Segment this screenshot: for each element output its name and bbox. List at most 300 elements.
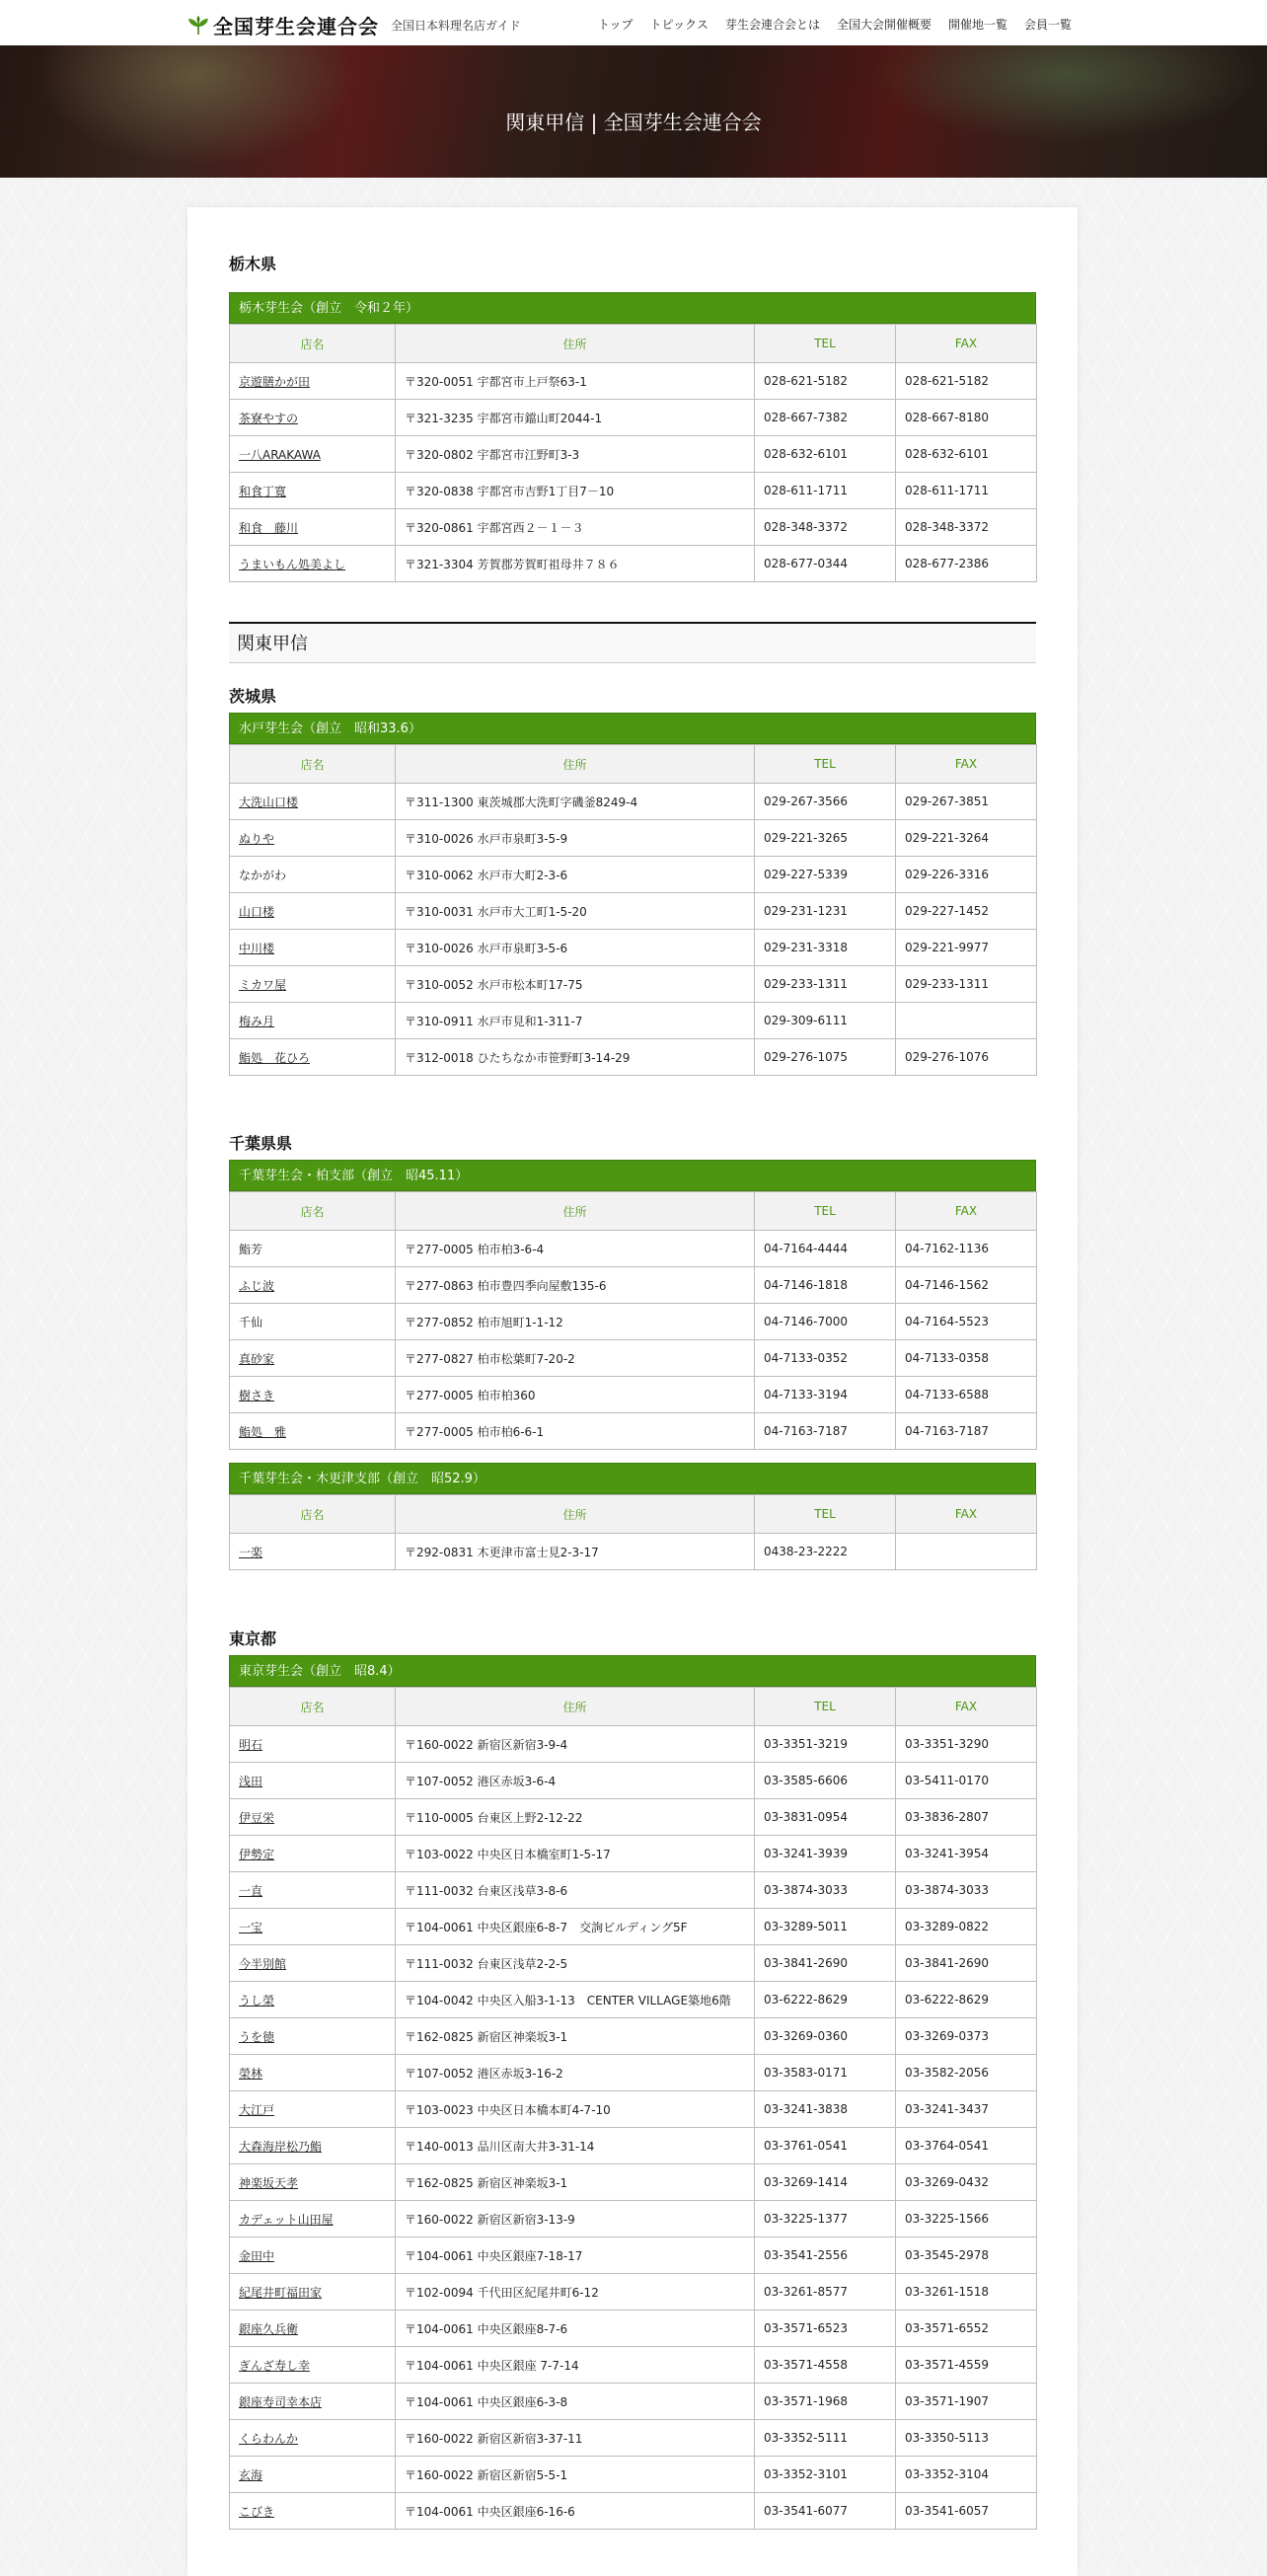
shop-name-cell (230, 2420, 396, 2457)
column-header: 店名 (230, 325, 396, 363)
fax-cell: 028-611-1711 (896, 473, 1037, 509)
leaf-logo-icon (187, 15, 209, 37)
table-row (230, 2493, 1037, 2530)
address-cell: 〒310-0062 水戸市大町2-3-6 (396, 857, 755, 893)
shop-name-link[interactable]: 一直 (239, 1883, 263, 1898)
nav-link-2[interactable]: トピックス (649, 18, 708, 32)
table-row (230, 473, 1037, 509)
member-table (229, 1191, 1037, 1450)
fax-cell: 03-3545-2978 (896, 2237, 1037, 2274)
fax-cell: 03-3874-3033 (896, 1872, 1037, 1909)
fax-cell: 03-3241-3954 (896, 1836, 1037, 1872)
shop-name-cell (230, 1003, 396, 1039)
shop-name-link[interactable]: 明石 (239, 1737, 263, 1752)
fax-cell: 03-3571-4559 (896, 2347, 1037, 2384)
tel-cell: 03-3571-1968 (755, 2384, 896, 2420)
fax-cell: 028-667-8180 (896, 400, 1037, 436)
shop-name-link[interactable]: ミカワ屋 (239, 977, 287, 992)
tel-cell: 03-3831-0954 (755, 1799, 896, 1836)
shop-name-cell (230, 820, 396, 857)
address-cell: 〒277-0863 柏市豊四季向屋敷135-6 (396, 1267, 755, 1304)
tel-cell: 03-3241-3838 (755, 2091, 896, 2128)
column-header: 店名 (230, 1495, 396, 1534)
shop-name-cell (230, 436, 396, 473)
shop-name-link[interactable]: 金田中 (239, 2248, 275, 2263)
shop-name-cell (230, 2091, 396, 2128)
tel-cell: 029-227-5339 (755, 857, 896, 893)
prefecture-heading: 栃木県 (229, 255, 277, 273)
table-row (230, 436, 1037, 473)
tel-cell: 028-611-1711 (755, 473, 896, 509)
tel-cell: 029-267-3566 (755, 784, 896, 820)
tel-cell: 04-7146-7000 (755, 1304, 896, 1340)
shop-name-cell (230, 2237, 396, 2274)
chapter-block (229, 1160, 1036, 1450)
fax-cell: 03-3352-3104 (896, 2457, 1037, 2493)
tel-cell: 04-7163-7187 (755, 1413, 896, 1450)
address-cell: 〒310-0031 水戸市大工町1-5-20 (396, 893, 755, 930)
table-row (230, 2128, 1037, 2164)
table-row (230, 2055, 1037, 2091)
table-row (230, 2274, 1037, 2311)
region-heading: 関東甲信 (229, 622, 1036, 663)
tel-cell: 03-6222-8629 (755, 1982, 896, 2018)
table-row (230, 2347, 1037, 2384)
page-title: 関東甲信 | 全国芽生会連合会 (505, 111, 762, 134)
address-cell: 〒321-3235 宇都宮市鐺山町2044-1 (396, 400, 755, 436)
chapter-block (229, 292, 1036, 582)
table-row (230, 1267, 1037, 1304)
shop-name-cell (230, 1377, 396, 1413)
address-cell: 〒104-0042 中央区入船3-1-13 CENTER VILLAGE築地6階 (396, 1982, 755, 2018)
address-cell: 〒277-0005 柏市柏360 (396, 1377, 755, 1413)
tel-cell: 04-7133-3194 (755, 1377, 896, 1413)
shop-name-link[interactable]: 榮林 (239, 2066, 263, 2081)
address-cell: 〒310-0026 水戸市泉町3-5-6 (396, 930, 755, 966)
fax-cell: 03-3261-1518 (896, 2274, 1037, 2311)
fax-cell: 03-3350-5113 (896, 2420, 1037, 2457)
shop-name-link[interactable]: 紀尾井町福田家 (239, 2285, 323, 2300)
address-cell: 〒162-0825 新宿区神楽坂3-1 (396, 2018, 755, 2055)
shop-name-link[interactable]: 大森海岸松乃鮨 (239, 2139, 323, 2154)
shop-name-link[interactable]: うを徳 (239, 2029, 275, 2044)
member-table (229, 324, 1037, 582)
shop-name-link[interactable]: 中川楼 (239, 941, 275, 955)
shop-name-cell: 千仙 (230, 1304, 396, 1340)
shop-name-link[interactable]: 鮨処 雅 (239, 1424, 287, 1439)
shop-name-link[interactable]: 一宝 (239, 1920, 263, 1934)
shop-name-cell (230, 1763, 396, 1799)
address-cell: 〒277-0005 柏市柏3-6-4 (396, 1231, 755, 1267)
address-cell: 〒277-0005 柏市柏6-6-1 (396, 1413, 755, 1450)
tel-cell: 03-3351-3219 (755, 1726, 896, 1763)
table-row (230, 2164, 1037, 2201)
shop-name-link[interactable]: こびき (239, 2504, 275, 2519)
table-row (230, 784, 1037, 820)
shop-name-cell (230, 1413, 396, 1450)
shop-name-link[interactable]: 梅み月 (239, 1014, 275, 1028)
table-row (230, 2237, 1037, 2274)
chapter-block (229, 1463, 1036, 1570)
shop-name-cell (230, 893, 396, 930)
fax-cell: 03-3571-6552 (896, 2311, 1037, 2347)
shop-name-link[interactable]: 一八ARAKAWA (239, 447, 321, 462)
address-cell: 〒160-0022 新宿区新宿3-13-9 (396, 2201, 755, 2237)
address-cell: 〒312-0018 ひたちなか市笹野町3-14-29 (396, 1039, 755, 1076)
fax-cell: 03-3582-2056 (896, 2055, 1037, 2091)
fax-cell: 028-677-2386 (896, 546, 1037, 582)
table-row (230, 1726, 1037, 1763)
shop-name-cell (230, 2018, 396, 2055)
shop-name-cell (230, 1267, 396, 1304)
shop-name-cell (230, 509, 396, 546)
column-header: 店名 (230, 1688, 396, 1726)
shop-name-link[interactable]: 大洗山口楼 (239, 795, 299, 809)
fax-cell: 03-3289-0822 (896, 1909, 1037, 1945)
chapter-block (229, 1655, 1036, 2530)
column-header: FAX (896, 745, 1037, 784)
prefecture-heading: 千葉県県 (229, 1134, 293, 1153)
fax-cell: 03-3571-1907 (896, 2384, 1037, 2420)
fax-cell (896, 1003, 1037, 1039)
address-cell: 〒104-0061 中央区銀座 7-7-14 (396, 2347, 755, 2384)
address-cell: 〒103-0022 中央区日本橋室町1-5-17 (396, 1836, 755, 1872)
address-cell: 〒277-0827 柏市松葉町7-20-2 (396, 1340, 755, 1377)
tel-cell: 03-3225-1377 (755, 2201, 896, 2237)
shop-name-cell (230, 2311, 396, 2347)
table-row (230, 400, 1037, 436)
table-row (230, 1909, 1037, 1945)
tel-cell: 029-221-3265 (755, 820, 896, 857)
global-nav (598, 16, 1072, 33)
prefecture-heading: 茨城県 (229, 687, 277, 706)
tel-cell: 03-3585-6606 (755, 1763, 896, 1799)
shop-name-cell (230, 2201, 396, 2237)
tel-cell: 03-3874-3033 (755, 1872, 896, 1909)
table-row (230, 1413, 1037, 1450)
table-row (230, 363, 1037, 400)
tel-cell: 029-231-1231 (755, 893, 896, 930)
shop-name-cell (230, 1726, 396, 1763)
table-row (230, 1945, 1037, 1982)
fax-cell: 029-276-1076 (896, 1039, 1037, 1076)
shop-name-cell: 鮨芳 (230, 1231, 396, 1267)
nav-link-1[interactable]: トップ (597, 18, 634, 32)
fax-cell: 03-3269-0432 (896, 2164, 1037, 2201)
tel-cell: 03-3841-2690 (755, 1945, 896, 1982)
table-row (230, 2420, 1037, 2457)
column-header: TEL (755, 1495, 896, 1534)
shop-name-link[interactable]: 茶寮やすの (239, 411, 299, 425)
chapter-title-bar: 千葉芽生会・木更津支部（創立 昭52.9） (229, 1463, 1036, 1494)
chapter-title-bar: 水戸芽生会（創立 昭和33.6） (229, 713, 1036, 744)
shop-name-link[interactable]: カデェット山田屋 (239, 2212, 334, 2227)
tel-cell: 03-3352-5111 (755, 2420, 896, 2457)
shop-name-cell (230, 363, 396, 400)
address-cell: 〒102-0094 千代田区紀尾井町6-12 (396, 2274, 755, 2311)
column-header: 住所 (396, 1688, 755, 1726)
table-row (230, 930, 1037, 966)
fax-cell: 04-7133-0358 (896, 1340, 1037, 1377)
table-row (230, 2457, 1037, 2493)
column-header: TEL (755, 325, 896, 363)
tel-cell: 03-3761-0541 (755, 2128, 896, 2164)
shop-name-cell (230, 1039, 396, 1076)
shop-name-link[interactable]: 神楽坂天孝 (239, 2175, 299, 2190)
fax-cell: 04-7146-1562 (896, 1267, 1037, 1304)
shop-name-link[interactable]: ふじ波 (239, 1278, 275, 1293)
column-header: 店名 (230, 745, 396, 784)
table-row (230, 1836, 1037, 1872)
address-cell: 〒310-0911 水戸市見和1-311-7 (396, 1003, 755, 1039)
fax-cell: 028-632-6101 (896, 436, 1037, 473)
shop-name-cell (230, 2055, 396, 2091)
member-table (229, 1494, 1037, 1570)
fax-cell: 04-7133-6588 (896, 1377, 1037, 1413)
table-row (230, 1872, 1037, 1909)
shop-name-cell (230, 2274, 396, 2311)
fax-cell: 03-3841-2690 (896, 1945, 1037, 1982)
table-header-row (230, 325, 1037, 363)
address-cell: 〒104-0061 中央区銀座8-7-6 (396, 2311, 755, 2347)
address-cell: 〒160-0022 新宿区新宿5-5-1 (396, 2457, 755, 2493)
site-logo[interactable] (187, 11, 521, 39)
tel-cell: 028-348-3372 (755, 509, 896, 546)
member-table (229, 1687, 1037, 2530)
address-cell: 〒320-0838 宇都宮市吉野1丁目7－10 (396, 473, 755, 509)
shop-name-link[interactable]: 山口楼 (239, 904, 275, 919)
address-cell: 〒104-0061 中央区銀座6-3-8 (396, 2384, 755, 2420)
column-header: FAX (896, 1192, 1037, 1231)
address-cell: 〒104-0061 中央区銀座6-16-6 (396, 2493, 755, 2530)
shop-name-cell: なかがわ (230, 857, 396, 893)
table-row (230, 2018, 1037, 2055)
fax-cell: 03-3225-1566 (896, 2201, 1037, 2237)
fax-cell: 029-226-3316 (896, 857, 1037, 893)
address-cell: 〒320-0051 宇都宮市上戸祭63-1 (396, 363, 755, 400)
shop-name-link[interactable]: 伊豆栄 (239, 1810, 275, 1825)
column-header: FAX (896, 325, 1037, 363)
tel-cell: 03-3571-6523 (755, 2311, 896, 2347)
table-row (230, 1231, 1037, 1267)
column-header: 住所 (396, 1495, 755, 1534)
address-cell: 〒310-0026 水戸市泉町3-5-9 (396, 820, 755, 857)
content-card (187, 207, 1078, 2576)
shop-name-cell (230, 1340, 396, 1377)
address-cell: 〒110-0005 台東区上野2-12-22 (396, 1799, 755, 1836)
fax-cell: 03-6222-8629 (896, 1982, 1037, 2018)
shop-name-link[interactable]: 樹さき (239, 1388, 275, 1402)
shop-name-cell (230, 1945, 396, 1982)
column-header: 住所 (396, 1192, 755, 1231)
fax-cell: 029-221-3264 (896, 820, 1037, 857)
nav-link-4[interactable]: 全国大会開催概要 (836, 18, 932, 32)
table-row (230, 1377, 1037, 1413)
column-header: FAX (896, 1688, 1037, 1726)
shop-name-cell (230, 400, 396, 436)
fax-cell (896, 1534, 1037, 1570)
nav-link-3[interactable]: 芽生会連合会とは (724, 18, 820, 32)
shop-name-cell (230, 966, 396, 1003)
tel-cell: 03-3541-2556 (755, 2237, 896, 2274)
fax-cell: 029-227-1452 (896, 893, 1037, 930)
tel-cell: 03-3541-6077 (755, 2493, 896, 2530)
shop-name-link[interactable]: 鮨処 花ひろ (239, 1050, 311, 1065)
shop-name-link[interactable]: 京遊膳かが田 (239, 374, 311, 389)
table-row (230, 857, 1037, 893)
table-header-row (230, 1495, 1037, 1534)
table-row (230, 2311, 1037, 2347)
column-header: 住所 (396, 325, 755, 363)
shop-name-cell (230, 2347, 396, 2384)
shop-name-link[interactable]: 伊勢定 (239, 1847, 275, 1861)
fax-cell: 03-3836-2807 (896, 1799, 1037, 1836)
tel-cell: 029-276-1075 (755, 1039, 896, 1076)
fax-cell: 03-3351-3290 (896, 1726, 1037, 1763)
chapter-block (229, 713, 1036, 1076)
member-table (229, 744, 1037, 1076)
table-row (230, 1304, 1037, 1340)
shop-name-cell (230, 473, 396, 509)
tel-cell: 03-3269-0360 (755, 2018, 896, 2055)
shop-name-cell (230, 784, 396, 820)
address-cell: 〒310-0052 水戸市松本町17-75 (396, 966, 755, 1003)
address-cell: 〒277-0852 柏市旭町1-1-12 (396, 1304, 755, 1340)
fax-cell: 04-7163-7187 (896, 1413, 1037, 1450)
fax-cell: 03-3541-6057 (896, 2493, 1037, 2530)
address-cell: 〒160-0022 新宿区新宿3-37-11 (396, 2420, 755, 2457)
table-row (230, 546, 1037, 582)
table-row (230, 1003, 1037, 1039)
hero-banner (0, 45, 1267, 178)
table-row (230, 509, 1037, 546)
shop-name-link[interactable]: 和食 藤川 (239, 520, 299, 535)
shop-name-cell (230, 2457, 396, 2493)
prefecture-heading: 東京都 (229, 1629, 277, 1648)
table-row (230, 2091, 1037, 2128)
table-header-row (230, 745, 1037, 784)
address-cell: 〒162-0825 新宿区神楽坂3-1 (396, 2164, 755, 2201)
shop-name-cell (230, 2493, 396, 2530)
table-row (230, 1340, 1037, 1377)
table-row (230, 893, 1037, 930)
tel-cell: 04-7164-4444 (755, 1231, 896, 1267)
address-cell: 〒160-0022 新宿区新宿3-9-4 (396, 1726, 755, 1763)
tel-cell: 03-3289-5011 (755, 1909, 896, 1945)
shop-name-link[interactable]: くらわんか (239, 2431, 299, 2446)
fax-cell: 03-3269-0373 (896, 2018, 1037, 2055)
tel-cell: 04-7133-0352 (755, 1340, 896, 1377)
fax-cell: 028-348-3372 (896, 509, 1037, 546)
table-row (230, 1763, 1037, 1799)
shop-name-link[interactable]: うし榮 (239, 1993, 275, 2008)
fax-cell: 029-267-3851 (896, 784, 1037, 820)
tel-cell: 03-3241-3939 (755, 1836, 896, 1872)
shop-name-cell (230, 1534, 396, 1570)
shop-name-cell (230, 2384, 396, 2420)
tel-cell: 03-3583-0171 (755, 2055, 896, 2091)
shop-name-cell (230, 546, 396, 582)
shop-name-link[interactable]: 真砂家 (239, 1351, 275, 1366)
tel-cell: 028-667-7382 (755, 400, 896, 436)
tel-cell: 03-3269-1414 (755, 2164, 896, 2201)
shop-name-link[interactable]: うまいもん処美よし (239, 557, 346, 571)
tel-cell: 03-3261-8577 (755, 2274, 896, 2311)
shop-name-cell (230, 2164, 396, 2201)
fax-cell: 03-5411-0170 (896, 1763, 1037, 1799)
table-row (230, 1799, 1037, 1836)
table-row (230, 966, 1037, 1003)
column-header: TEL (755, 1688, 896, 1726)
shop-name-link[interactable]: ぬりや (239, 831, 275, 846)
table-row (230, 1039, 1037, 1076)
table-row (230, 2201, 1037, 2237)
shop-name-link[interactable]: ぎんざ寿し幸 (239, 2358, 311, 2373)
shop-name-link[interactable]: 大江戸 (239, 2102, 275, 2117)
table-header-row (230, 1688, 1037, 1726)
fax-cell: 03-3764-0541 (896, 2128, 1037, 2164)
logo-subtitle: 全国日本料理名店ガイド (391, 19, 521, 33)
column-header: 住所 (396, 745, 755, 784)
nav-link-6[interactable]: 会員一覧 (1023, 18, 1072, 32)
address-cell: 〒104-0061 中央区銀座6-8-7 交詢ビルディング5F (396, 1909, 755, 1945)
tel-cell: 028-632-6101 (755, 436, 896, 473)
chapter-title-bar: 栃木芽生会（創立 令和２年） (229, 292, 1036, 324)
fax-cell: 04-7162-1136 (896, 1231, 1037, 1267)
shop-name-link[interactable]: 和食丁寛 (239, 484, 287, 498)
fax-cell: 03-3241-3437 (896, 2091, 1037, 2128)
shop-name-link[interactable]: 銀座久兵衛 (239, 2321, 299, 2336)
address-cell: 〒103-0023 中央区日本橋本町4-7-10 (396, 2091, 755, 2128)
column-header: TEL (755, 745, 896, 784)
tel-cell: 03-3352-3101 (755, 2457, 896, 2493)
tel-cell: 029-233-1311 (755, 966, 896, 1003)
shop-name-link[interactable]: 今半別館 (239, 1956, 287, 1971)
address-cell: 〒311-1300 東茨城郡大洗町字磯釜8249-4 (396, 784, 755, 820)
site-header (0, 0, 1267, 45)
shop-name-link[interactable]: 銀座寿司幸本店 (239, 2394, 323, 2409)
address-cell: 〒320-0861 宇都宮西２－１－３ (396, 509, 755, 546)
address-cell: 〒320-0802 宇都宮市江野町3-3 (396, 436, 755, 473)
nav-link-5[interactable]: 開催地一覧 (947, 18, 1007, 32)
shop-name-cell (230, 1836, 396, 1872)
chapter-title-bar: 東京芽生会（創立 昭8.4） (229, 1655, 1036, 1687)
address-cell: 〒292-0831 木更津市富士見2-3-17 (396, 1534, 755, 1570)
address-cell: 〒140-0013 品川区南大井3-31-14 (396, 2128, 755, 2164)
tel-cell: 029-231-3318 (755, 930, 896, 966)
fax-cell: 029-221-9977 (896, 930, 1037, 966)
shop-name-link[interactable]: 玄海 (239, 2467, 263, 2482)
shop-name-link[interactable]: 浅田 (239, 1774, 263, 1788)
shop-name-cell (230, 1909, 396, 1945)
tel-cell: 03-3571-4558 (755, 2347, 896, 2384)
shop-name-cell (230, 1872, 396, 1909)
shop-name-cell (230, 1799, 396, 1836)
tel-cell: 028-621-5182 (755, 363, 896, 400)
address-cell: 〒321-3304 芳賀郡芳賀町祖母井７８６ (396, 546, 755, 582)
table-row (230, 2384, 1037, 2420)
tel-cell: 04-7146-1818 (755, 1267, 896, 1304)
column-header: TEL (755, 1192, 896, 1231)
shop-name-link[interactable]: 一楽 (239, 1545, 263, 1559)
column-header: 店名 (230, 1192, 396, 1231)
table-row (230, 820, 1037, 857)
address-cell: 〒107-0052 港区赤坂3-6-4 (396, 1763, 755, 1799)
chapter-title-bar: 千葉芽生会・柏支部（創立 昭45.11） (229, 1160, 1036, 1191)
table-row (230, 1982, 1037, 2018)
logo-text: 全国芽生会連合会 (213, 15, 379, 38)
fax-cell: 04-7164-5523 (896, 1304, 1037, 1340)
